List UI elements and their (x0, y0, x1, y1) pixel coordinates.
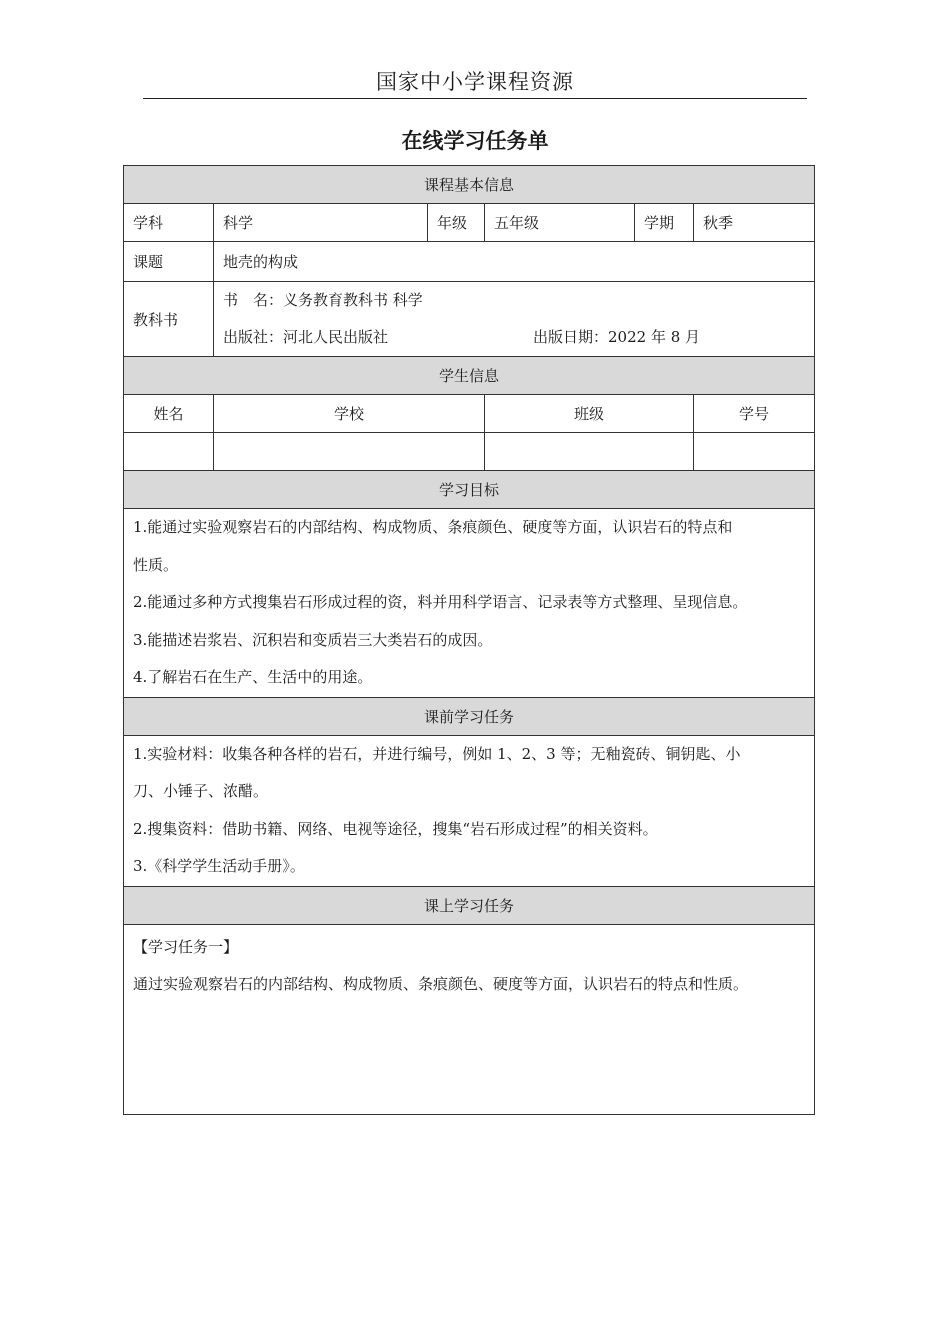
student-col-school: 学校 (214, 395, 485, 433)
textbook-label: 教科书 (124, 282, 214, 357)
textbook-info (214, 282, 815, 357)
student-school-field[interactable] (214, 433, 485, 471)
student-col-class: 班级 (485, 395, 694, 433)
goal-line: 1.能通过实验观察岩石的内部结构、构成物质、条痕颜色、硬度等方面，认识岩石的特点和 (133, 518, 733, 536)
course-info-band (124, 166, 815, 204)
student-info-band (124, 357, 815, 395)
term-value: 秋季 (694, 204, 815, 242)
learning-goals-title: 学习目标 (124, 471, 815, 509)
grade-value: 五年级 (485, 204, 635, 242)
publisher-line (223, 319, 805, 356)
task-text: 通过实验观察岩石的内部结构、构成物质、条痕颜色、硬度等方面，认识岩石的特点和性质。 (133, 974, 749, 993)
pre-class-content (124, 735, 815, 886)
in-class-band (124, 886, 815, 924)
subject-value: 科学 (214, 204, 428, 242)
topic-row (124, 242, 815, 282)
student-info-title: 学生信息 (124, 357, 815, 395)
goal-line: 3.能描述岩浆岩、沉积岩和变质岩三大类岩石的成因。 (133, 630, 493, 649)
course-info-title: 课程基本信息 (124, 166, 815, 204)
goal-line: 2.能通过多种方式搜集岩石形成过程的资，料并用科学语言、记录表等方式整理、呈现信息。 (133, 593, 748, 611)
topic-value: 地壳的构成 (214, 242, 815, 282)
student-col-id: 学号 (694, 395, 815, 433)
term-label: 学期 (635, 204, 694, 242)
goal-line: 4.了解岩石在生产、生活中的用途。 (133, 668, 373, 686)
in-class-content (124, 924, 815, 1114)
pre-class-line: 刀、小锤子、浓醋。 (133, 782, 269, 800)
student-blank-row (124, 433, 815, 471)
document-title: 在线学习任务单 (401, 129, 549, 153)
learning-goals-row (124, 509, 815, 698)
pub-date-text: 出版日期：2022 年 8 月 (533, 328, 701, 346)
pre-class-line: 1.实验材料：收集各种各样的岩石，并进行编号，例如 1、2、3 等；无釉瓷砖、铜钥匙、小 (133, 744, 741, 763)
pre-class-line: 3.《科学学生活动手册》。 (133, 857, 305, 875)
topic-label: 课题 (124, 242, 214, 282)
student-col-name: 姓名 (124, 395, 214, 433)
student-name-field[interactable] (124, 433, 214, 471)
learning-goals-content (124, 509, 815, 698)
learning-goals-band (124, 471, 815, 509)
header-title: 国家中小学课程资源 (376, 70, 574, 94)
pre-class-line: 2.搜集资料：借助书籍、网络、电视等途径，搜集“岩石形成过程”的相关资料。 (133, 819, 658, 838)
goal-line: 性质。 (133, 555, 179, 574)
pre-class-band (124, 697, 815, 735)
in-class-row (124, 924, 815, 1114)
student-id-field[interactable] (694, 433, 815, 471)
student-header-row (124, 395, 815, 433)
pre-class-row (124, 735, 815, 886)
task-sheet-table (123, 165, 815, 1115)
textbook-row (124, 282, 815, 357)
pre-class-title: 课前学习任务 (124, 697, 815, 735)
grade-label: 年级 (428, 204, 485, 242)
task-heading: 【学习任务一】 (133, 937, 239, 956)
in-class-title: 课上学习任务 (124, 886, 815, 924)
student-class-field[interactable] (485, 433, 694, 471)
book-name-line: 书 名：义务教育教科书 科学 (223, 291, 423, 309)
subject-row (124, 204, 815, 242)
publisher-text: 出版社：河北人民出版社 (223, 328, 389, 346)
header-rule (143, 98, 807, 99)
subject-label: 学科 (124, 204, 214, 242)
